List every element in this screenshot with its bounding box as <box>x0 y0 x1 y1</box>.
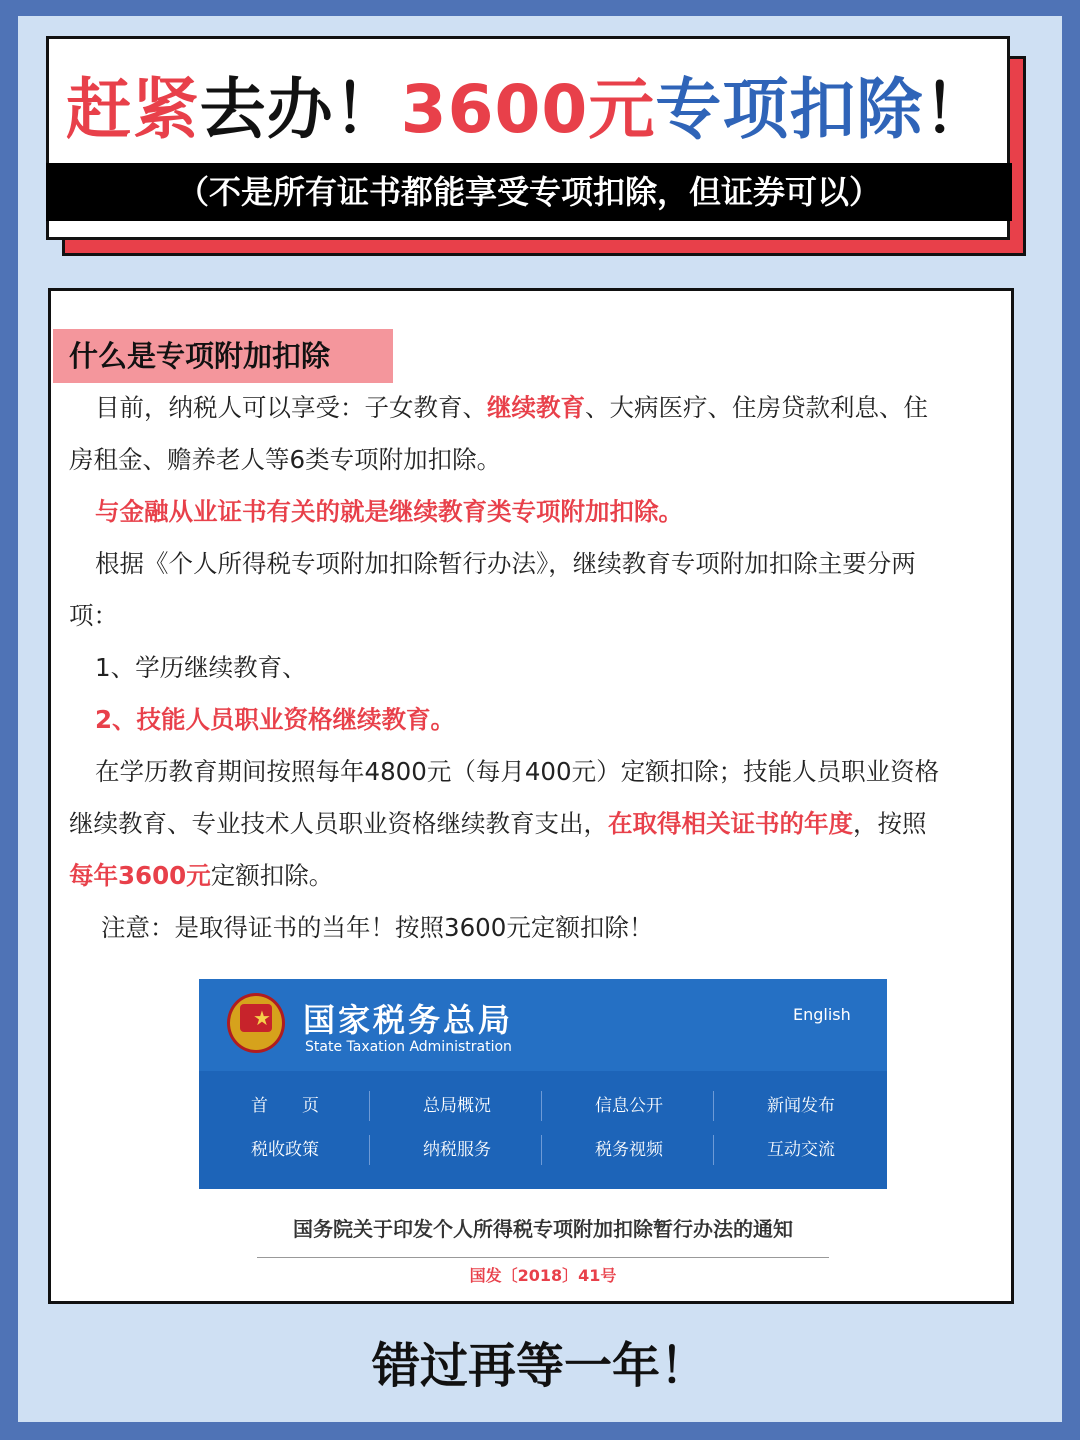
header-banner <box>46 36 1010 240</box>
national-emblem-icon <box>227 993 285 1053</box>
headline-part4: 专项扣除 <box>655 71 924 148</box>
nav-interaction[interactable]: 互动交流 <box>767 1140 835 1160</box>
list-item-1: 1、学历继续教育、 <box>95 653 307 682</box>
nav-tax-policy[interactable]: 税收政策 <box>251 1140 319 1160</box>
nav-divider <box>713 1135 714 1165</box>
star-icon: ★ <box>253 1006 271 1030</box>
document-number: 国发〔2018〕41号 <box>469 1266 617 1285</box>
p4-text-c: 定额扣除。 <box>210 861 334 890</box>
section-title: 什么是专项附加扣除 <box>53 329 393 383</box>
emblem-center <box>240 1004 272 1032</box>
list-item-2: 2、技能人员职业资格继续教育。 <box>95 705 456 734</box>
nav-divider <box>713 1091 714 1121</box>
headline-part2: 去办！ <box>199 71 401 148</box>
nav-tax-video[interactable]: 税务视频 <box>595 1140 663 1160</box>
tax-site-screenshot <box>199 979 887 1189</box>
english-link[interactable]: English <box>793 1005 851 1024</box>
headline-part1: 赶紧 <box>65 71 200 148</box>
nav-tax-service[interactable]: 纳税服务 <box>423 1140 491 1160</box>
note-text: 注意：是取得证书的当年！按照3600元定额扣除！ <box>101 913 654 942</box>
nav-divider <box>369 1135 370 1165</box>
paragraph-1-line-2: 房租金、赡养老人等6类专项附加扣除。 <box>69 445 502 474</box>
paragraph-2-highlight: 与金融从业证书有关的就是继续教育类专项附加扣除。 <box>95 497 683 526</box>
paragraph-4-line-2 <box>69 809 927 839</box>
paragraph-3-line-1: 根据《个人所得税专项附加扣除暂行办法》，继续教育专项附加扣除主要分两 <box>95 549 916 578</box>
paragraph-1-line-1 <box>95 393 928 423</box>
footer-slogan: 错过再等一年！ <box>371 1338 708 1394</box>
document-divider <box>257 1257 829 1258</box>
tax-site-header <box>199 979 887 1071</box>
p1-highlight: 继续教育 <box>487 393 585 422</box>
headline-part3: 3600元 <box>400 71 656 148</box>
p1-text-b: 、大病医疗、住房贷款利息、住 <box>585 393 928 422</box>
nav-divider <box>541 1091 542 1121</box>
paragraph-4-line-1: 在学历教育期间按照每年4800元（每月400元）定额扣除；技能人员职业资格 <box>95 757 940 786</box>
site-name-en: State Taxation Administration <box>305 1039 512 1055</box>
nav-home[interactable]: 首 页 <box>251 1096 319 1116</box>
paragraph-4-line-3 <box>69 861 333 891</box>
p4-text-a: 继续教育、专业技术人员职业资格继续教育支出， <box>69 809 608 838</box>
nav-divider <box>369 1091 370 1121</box>
headline <box>49 65 1007 155</box>
subtitle-bar: （不是所有证书都能享受专项扣除，但证券可以） <box>46 163 1012 221</box>
nav-news[interactable]: 新闻发布 <box>767 1096 835 1116</box>
nav-overview[interactable]: 总局概况 <box>423 1096 491 1116</box>
site-name-cn: 国家税务总局 <box>303 1001 514 1039</box>
content-card <box>48 288 1014 1304</box>
nav-divider <box>541 1135 542 1165</box>
headline-part5: ！ <box>923 71 991 148</box>
p1-text-a: 目前，纳税人可以享受：子女教育、 <box>95 393 487 422</box>
p4-text-b: ，按照 <box>853 809 927 838</box>
p4-highlight: 在取得相关证书的年度 <box>608 809 853 838</box>
paragraph-3-line-2: 项： <box>69 601 118 630</box>
p4-amount-highlight: 每年3600元 <box>69 861 211 890</box>
nav-info-public[interactable]: 信息公开 <box>595 1096 663 1116</box>
document-title: 国务院关于印发个人所得税专项附加扣除暂行办法的通知 <box>293 1217 793 1241</box>
